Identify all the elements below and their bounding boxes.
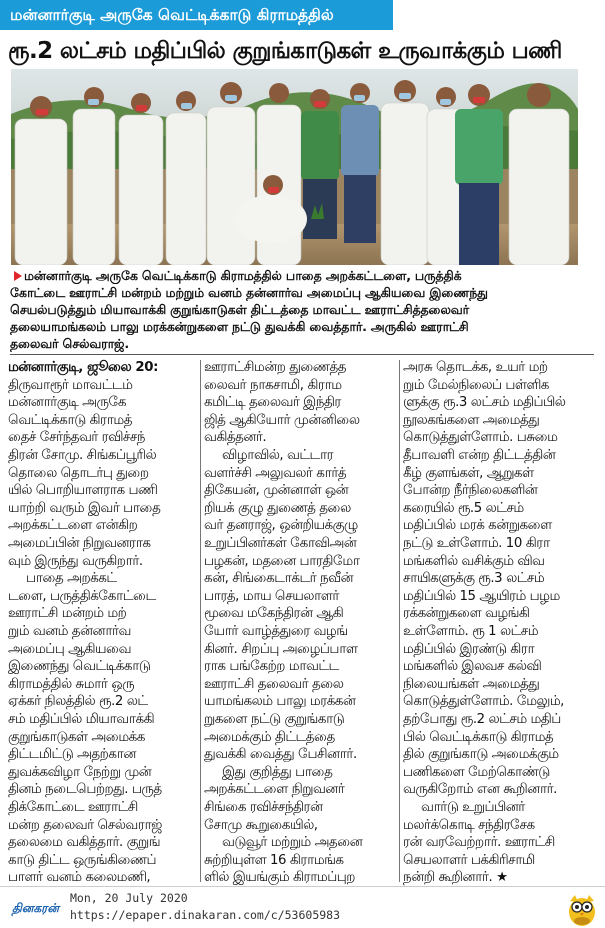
article-line: தைச் சேர்ந்தவர் ரவிச்சந் [8,430,145,446]
article-line: மதிப்பில் 15 ஆயிரம் பழம [403,588,560,604]
epaper-url[interactable]: https://epaper.dinakaran.com/c/53605983 [70,908,341,922]
article-line: அறக்கட்டளை நிறுவனர் [204,782,345,798]
article-line: துவக்கி வைத்து பேசினார். [204,747,357,763]
article-line: கொடுத்துள்ளோம். மேலும், [403,694,564,710]
article-line: வளர்ச்சி அலுவலர் கார்த் [204,465,347,481]
article-line: திகேயன், முன்னாள் ஒன் [204,483,349,499]
article-line: லைவர் நாகசாமி, கிராம [204,377,342,393]
column-divider [200,360,201,882]
article-line: ஊராட்சி தலைவர் தலை [204,676,344,692]
article-line: ரக்கன்றுகளை வழங்கி [403,606,530,622]
article-line: திரன் சோமு. சிங்கப்பூரில் [8,448,157,463]
article-line: மங்களில் வசிக்கும் விவ [403,553,545,569]
article-line: தொலை தொடர்பு துறை [8,465,149,481]
article-line: உள்ளோம். ரூ 1 லட்சம் [403,624,539,639]
article-line: கன், சிங்கைடாக்டர் நவீன் [204,571,353,587]
article-line: வகித்தனர். [204,430,267,446]
caption-line: செயல்படுத்தும் மியாவாக்கி குறுங்காடுகள் திட்டத்தை மாவட்ட ஊராட்சித்தலைவர் [10,302,469,317]
article-line: வர் தனராஜ், ஒன்றியக்குழு [204,518,358,534]
article-column-3 [403,358,595,886]
article-line: கொடுத்துள்ளோம். பசுமை [403,430,558,446]
article-line: கீழ் குளங்கள், ஆறுகள் [403,465,534,481]
article-line: ரன் வரவேற்றார். ஊராட்சி [403,835,555,851]
article-line: காடு திட்ட ஒருங்கிணைப் [8,852,157,868]
article-line: வெட்டிக்காடு கிராமத் [8,412,132,428]
article-line: பாரத், மாய செயலாளர் [204,588,339,604]
column-divider [399,360,400,882]
article-line: சாயிகளுக்கு ரூ.3 லட்சம் [403,571,545,587]
article-line: அரசு தொடக்க, உயர் மற் [403,360,548,375]
caption-line: கோட்டை ஊராட்சி மன்றம் மற்றும் வனம் தன்னார்வ அமைப்பு ஆகியவை இணைந்து [10,285,488,300]
article-line: நிலையங்கள் அமைத்து [403,676,540,692]
kicker-banner: மன்னார்குடி அருகே வெட்டிக்காடு கிராமத்தில் [0,0,393,30]
epaper-footer [0,886,605,928]
article-line: யாமங்கலம் பாலு மரக்கன் [204,694,356,710]
article-line: செயலாளர் பக்கிரிசாமி [403,852,535,868]
article-line: ளில் இயங்கும் கிராமப்புற [204,870,355,886]
article-line: கிராமத்தில் சுமார் ஒரு [8,676,134,692]
article-line: இணைந்து வெட்டிக்காடு [8,659,151,675]
news-photo [11,69,578,265]
article-line: றியக் குழு துணைத் தலை [204,500,351,516]
article-line: அமைப்பு ஆகியவை [8,641,131,657]
article-column-1 [8,358,198,886]
article-line: போன்ற நீர்நிலைகளின் [403,483,538,499]
article-line: திட்டமிட்டு அதற்கான [8,747,136,763]
article-line: மன்ற தலைவர் செல்வராஜ் [8,817,162,833]
article-line: நூலகங்களை அமைத்து [403,412,540,428]
article-line: இது குறித்து பாதை [222,764,333,780]
caption-line: தலையாமங்கலம் பாலு மரக்கன்றுகளை நட்டு துவக்கி வைத்தார். அருகில் ஊராட்சி [10,319,469,334]
article-line: ராக பங்கேற்ற மாவட்ட [204,659,339,675]
article-line: சிங்கை ரவிச்சந்திரன் [204,800,323,815]
article-line: குறுங்காடுகள் அமைக்க [8,729,145,745]
article-line: நன்றி கூறினார். ★ [403,870,508,886]
article-line: யாற்றி வரும் இவர் பாதை [8,500,161,516]
article-line: அறக்கட்டளை என்கிற [8,518,138,534]
owl-icon [566,891,598,927]
headline: ரூ.2 லட்சம் மதிப்பில் குறுங்காடுகள் உருவாக்கும் பணி [8,38,562,64]
article-line: தில் குறுங்காடு அமைக்கும் [403,747,559,763]
article-line: மதிப்பில் மரக் கன்றுகளை [403,518,552,534]
caption-line: தலைவர் செல்வராஜ். [10,336,129,351]
article-line: டளை, பருத்திக்கோட்டை [8,588,156,604]
article-line: ஜித் ஆகியோர் முன்னிலை [204,412,360,428]
article-line: கினர். சிறப்பு அழைப்பாள [204,641,358,657]
article-line: அமைப்பின் நிறுவனராக [8,536,151,551]
article-line: மங்களில் இலவச கல்வி [403,659,542,675]
article-line: மூவை மகேந்திரன் ஆகி [204,606,344,622]
article-line: உறுப்பினர்கள் கோவிஅன் [204,536,357,551]
article-line: ஊராட்சிமன்ற துணைத்த [204,360,346,375]
article-line: சோமு கூறுகையில், [204,817,318,833]
article-line: வும் இருந்து வருகிறார். [8,553,143,569]
article-line: பில் வெட்டிக்காடு கிராமத் [403,729,554,745]
article-line: தலைமை வகித்தார். குறுங் [8,835,160,851]
article-line: றுகளை நட்டு குறுங்காடு [204,712,345,727]
article-line: பாளர் வனம் கலைமணி, [8,870,151,886]
newspaper-logo: தினகரன் [12,901,59,915]
article-line: அமைக்கும் திட்டத்தை [204,729,335,745]
article-line: ஏக்கர் நிலத்தில் ரூ.2 லட் [8,694,148,710]
article-line: கரையில் ரூ.5 லட்சம் [403,500,524,516]
article-line: விழாவில், வட்டார [222,448,334,463]
caption-line: மன்னார்குடி அருகே வெட்டிக்காடு கிராமத்தில் பாதை அறக்கட்டளை, பருத்திக் [24,268,462,283]
article-line: வருகிறோம் என கூறினார். [403,782,557,798]
article-line: நட்டு உள்ளோம். 10 கிரா [403,536,550,551]
article-line: கமிட்டி தலைவர் இந்திர [204,395,341,411]
article-line: துவக்கவிழா நேற்று முன் [8,764,152,780]
article-line: ளுக்கு ரூ.3 லட்சம் மதிப்பில் [403,395,566,411]
article-line: மதிப்பில் இரண்டு கிரா [403,641,535,657]
article-column-2 [204,358,397,886]
article-line: ஊராட்சி மன்றம் மற் [8,606,127,622]
article-line: பழகன், மதனை பாரதிமோ [204,553,360,569]
article-line: மன்னார்குடி அருகே [8,395,126,411]
article-line: யில் பொறியாளராக பணி [8,483,158,499]
article-line: மன்னார்குடி, ஜூலை 20: [8,360,159,375]
article-line: திருவாரூர் மாவட்டம் [8,377,133,393]
photo-caption [10,267,594,355]
article-line: திக்கோட்டை ஊராட்சி [8,800,138,815]
publication-date: Mon, 20 July 2020 [70,891,188,905]
article-line: தற்போது ரூ.2 லட்சம் மதிப் [403,712,561,727]
article-line: வார்டு உறுப்பினர் [421,800,525,815]
article-line: மலர்க்கொடி சந்திரசேக [403,817,535,833]
article-line: சுற்றியுள்ள 16 கிராமங்க [204,852,344,868]
article-line: றும் வனம் தன்னார்வ [8,624,131,639]
article-line: சம் மதிப்பில் மியாவாக்கி [8,712,155,727]
article-line: பாதை அறக்கட் [26,571,117,587]
article-line: யோர் வாழ்த்துரை வழங் [204,624,348,639]
article-line: றும் மேல்நிலைப் பள்ளிக [403,377,549,393]
article-line: தீபாவளி என்ற திட்டத்தின் [403,448,556,463]
article-line: வடுவூர் மற்றும் அதனை [222,835,363,851]
article-line: பணிகளை மேற்கொண்டு [403,764,550,780]
article-line: தினம் நடைபெற்றது. பருத் [8,782,162,798]
